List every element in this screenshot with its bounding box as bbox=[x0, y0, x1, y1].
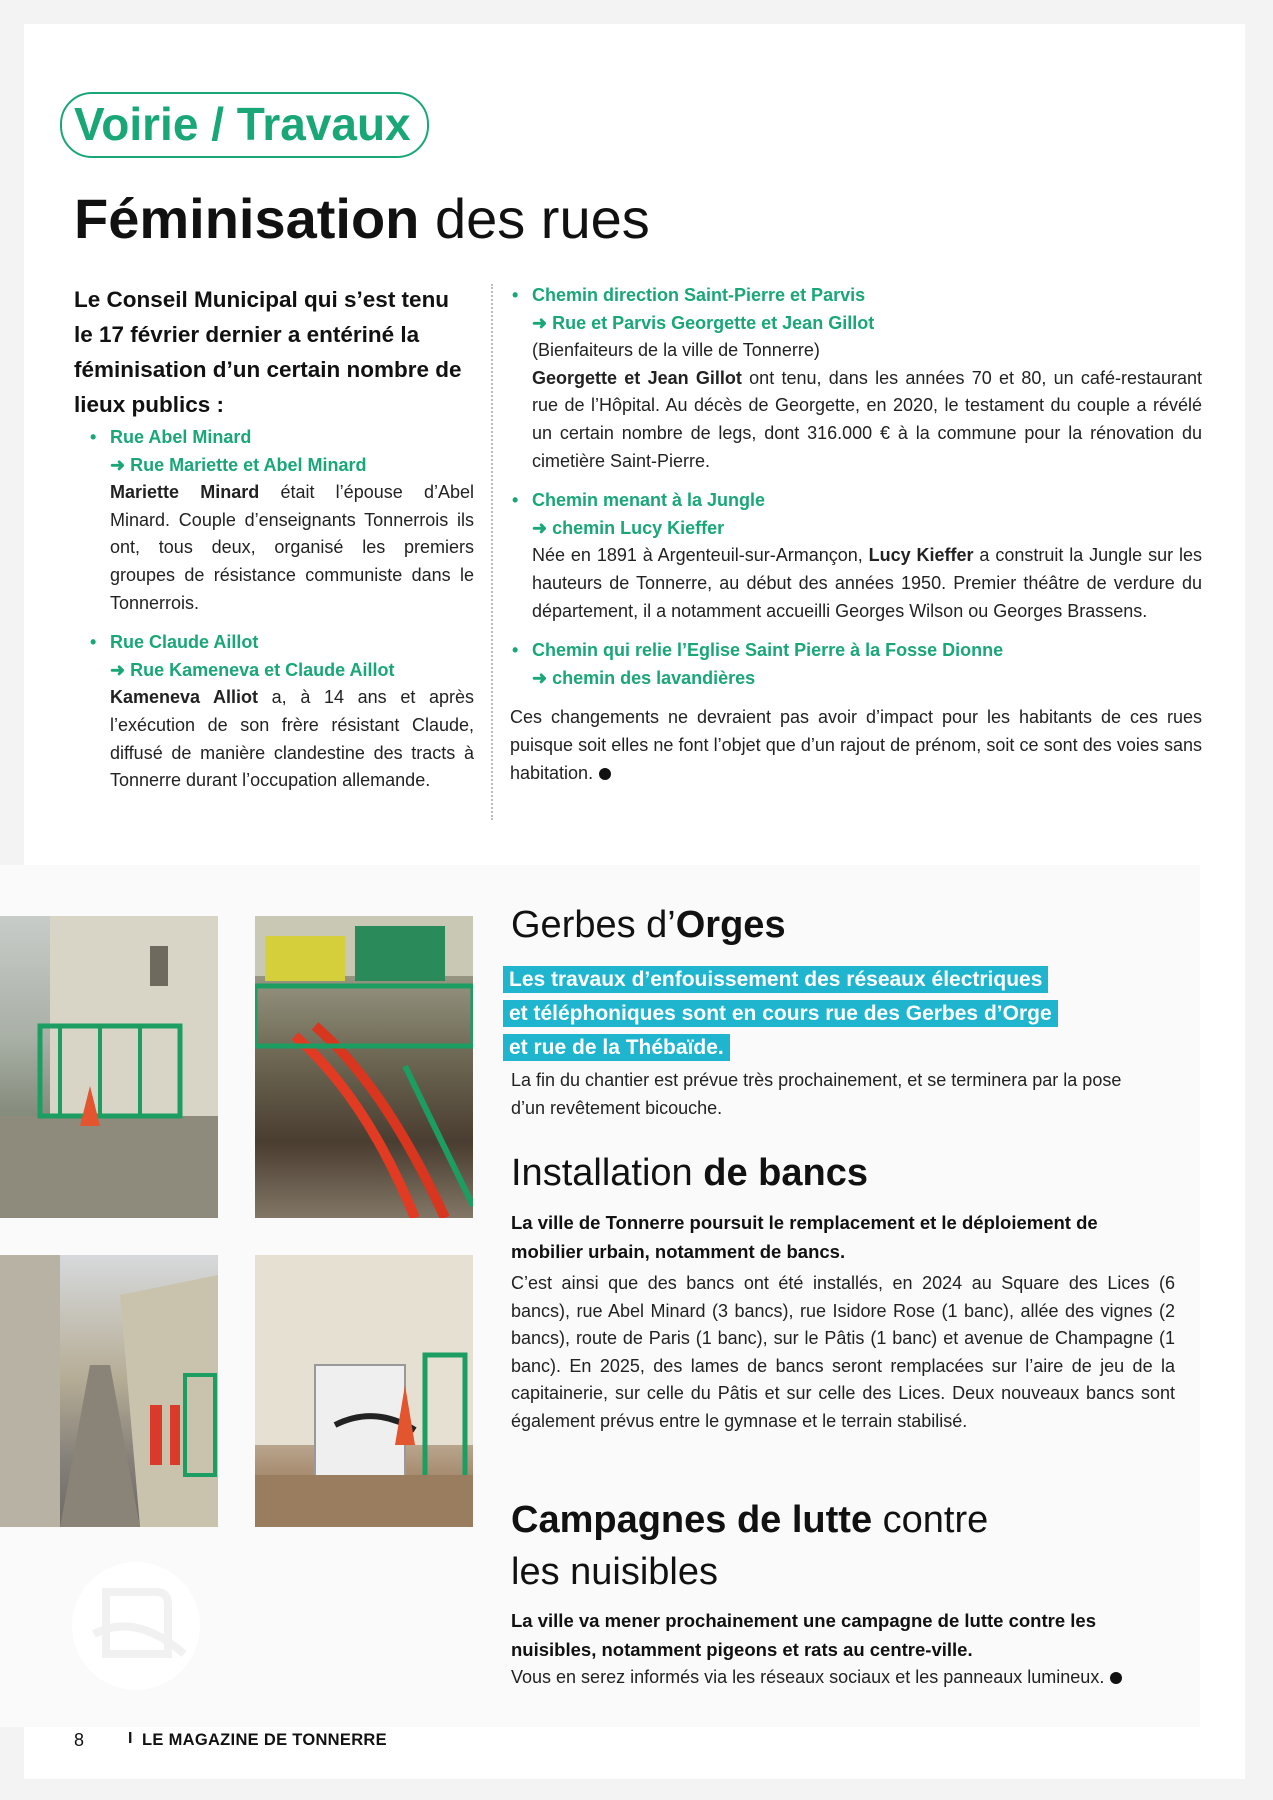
person-name: Kameneva Alliot bbox=[110, 687, 259, 708]
new-street-name: ➜ Rue Kameneva et Claude Aillot bbox=[110, 659, 395, 680]
description-text: Née en 1891 à Argenteuil-sur-Armançon, bbox=[532, 545, 869, 566]
bancs-text: C’est ainsi que des bancs ont été installés, en 2024 au Square des Lices (6 bancs), rue Abel Minard (3 bancs), rue Isidore Rose (1 banc), allée des vignes (2 bancs), route de Paris (1 banc), sur le Pâtis (1 banc) et avenue de Champagne (1 banc). En 2025, des lames de bancs seront remplacées sur l’aire de jeu de la capitainerie, sur celle du Pâtis et sur celle des Lices. Deux nouveaux bancs sont également prévus entre le gymnase et le terrain stabilisé. bbox=[511, 1273, 1175, 1431]
magazine-title: LE MAGAZINE DE TONNERRE bbox=[142, 1731, 387, 1749]
conclusion-body: Ces changements ne devraient pas avoir d’impact pour les habitants de ces rues puisque soit elles ne font l’objet que d’un rajout de prénom, soit ce sont des voies sans habitation. bbox=[510, 707, 1202, 783]
description-text: a, à 14 ans et après l’exécution de son frère résistant Claude, diffusé de manière clandestine des tracts à Tonnerre durant l’occupation allemande. bbox=[110, 687, 474, 791]
photo-illustration bbox=[255, 916, 473, 1218]
bancs-heading bbox=[511, 1152, 868, 1195]
new-street-name: ➜ Rue Mariette et Abel Minard bbox=[110, 454, 367, 475]
street-description bbox=[532, 542, 1202, 625]
photo-narrow-lane bbox=[0, 1255, 218, 1527]
bullet-icon: • bbox=[512, 490, 519, 511]
bullet-icon: • bbox=[90, 427, 97, 447]
page-number: 8 bbox=[74, 1730, 85, 1750]
photo-trench-cables bbox=[255, 916, 473, 1218]
column-divider bbox=[491, 284, 493, 820]
person-name: Georgette et Jean Gillot bbox=[532, 367, 742, 388]
bullet-icon: • bbox=[512, 640, 519, 661]
list-item bbox=[90, 629, 474, 795]
campagnes-body: Vous en serez informés via les réseaux sociaux et les panneaux lumineux. bbox=[511, 1667, 1105, 1687]
photo-illustration bbox=[0, 1255, 218, 1527]
heading-light: Installation bbox=[511, 1152, 704, 1194]
gerbes-highlight bbox=[503, 963, 1123, 1065]
heading-line2: les nuisibles bbox=[511, 1551, 718, 1593]
heading-light: Gerbes d’ bbox=[511, 904, 676, 946]
street-subtitle: (Bienfaiteurs de la ville de Tonnerre) bbox=[532, 340, 820, 361]
heading-bold: Campagnes de lutte bbox=[511, 1499, 873, 1541]
new-street-name: ➜ chemin Lucy Kieffer bbox=[532, 517, 725, 538]
old-street-name: Rue Abel Minard bbox=[110, 427, 252, 447]
old-street-name: Rue Claude Aillot bbox=[110, 632, 259, 653]
title-bold: Féminisation bbox=[74, 187, 420, 250]
photo-utility-box bbox=[255, 1255, 473, 1527]
conclusion-text bbox=[510, 704, 1202, 787]
gerbes-heading bbox=[511, 904, 786, 947]
highlight-line: Les travaux d’enfouissement des réseaux électriques bbox=[503, 966, 1048, 993]
photo-illustration bbox=[255, 1255, 473, 1527]
heading-light: contre bbox=[872, 1499, 989, 1541]
person-name: Mariette Minard bbox=[110, 482, 260, 503]
left-column bbox=[90, 424, 474, 807]
bullet-icon: • bbox=[512, 285, 519, 305]
street-description bbox=[110, 479, 474, 617]
description-text: ont tenu, dans les années 70 et 80, un café-restaurant rue de l’Hôpital. Au décès de Georgette, en 2020, le testament du couple a révélé un certain nombre de legs, dont 316.000 € à la commune pour la rénovation du cimetière Saint-Pierre. bbox=[532, 367, 1202, 471]
person-name: Lucy Kieffer bbox=[868, 545, 974, 566]
description-text: était l’épouse d’Abel Minard. Couple d’enseignants Tonnerrois ils ont, tous deux, organisé les premiers groupes de résistance communiste dans le Tonnerrois. bbox=[110, 482, 474, 613]
town-logo-icon bbox=[72, 1562, 200, 1690]
footer-separator: I bbox=[128, 1730, 133, 1747]
photo-illustration bbox=[0, 916, 218, 1218]
list-item bbox=[512, 637, 1202, 692]
street-description bbox=[110, 684, 474, 794]
highlight-line: et téléphoniques sont en cours rue des Gerbes d’Orge bbox=[503, 1000, 1058, 1027]
title-rest: des rues bbox=[419, 187, 650, 250]
old-street-name: Chemin menant à la Jungle bbox=[532, 490, 766, 511]
description-text: a construit la Jungle sur les hauteurs de Tonnerre, au début des années 1950. Premier théâtre de verdure du département, il a notamment accueilli Georges Wilson ou Georges Brassens. bbox=[532, 545, 1202, 621]
end-dot-icon bbox=[599, 768, 611, 780]
campagnes-lead: La ville va mener prochainement une campagne de lutte contre les nuisibles, notamment pigeons et rats au centre-ville. bbox=[511, 1610, 1096, 1660]
bancs-lead: La ville de Tonnerre poursuit le remplacement et le déploiement de mobilier urbain, notamment de bancs. bbox=[511, 1212, 1098, 1262]
bullet-icon: • bbox=[90, 632, 97, 653]
new-street-name: ➜ Rue et Parvis Georgette et Jean Gillot bbox=[532, 312, 875, 333]
street-description bbox=[532, 365, 1202, 475]
old-street-name: Chemin direction Saint-Pierre et Parvis bbox=[532, 285, 866, 305]
heading-bold: Orges bbox=[675, 904, 786, 946]
end-dot-icon bbox=[1110, 1672, 1122, 1684]
logo-shape bbox=[72, 1562, 200, 1690]
highlight-line: et rue de la Thébaïde. bbox=[503, 1034, 730, 1061]
old-street-name: Chemin qui relie l’Eglise Saint Pierre à la Fosse Dionne bbox=[532, 640, 1004, 661]
list-item bbox=[512, 282, 1202, 475]
list-item bbox=[512, 487, 1202, 625]
section-tag: Voirie / Travaux bbox=[60, 92, 429, 158]
intro-text: Le Conseil Municipal qui s’est tenu le 17 février dernier a entériné la féminisation d’un certain nombre de lieux publics : bbox=[74, 287, 462, 417]
campagnes-heading bbox=[511, 1494, 988, 1598]
new-street-name: ➜ chemin des lavandières bbox=[532, 667, 756, 688]
list-item bbox=[90, 424, 474, 617]
right-column bbox=[512, 282, 1202, 787]
gerbes-text: La fin du chantier est prévue très prochainement, et se terminera par la pose d’un revêtement bicouche. bbox=[511, 1070, 1122, 1118]
campagnes-text bbox=[511, 1664, 1211, 1692]
page-title bbox=[74, 186, 650, 251]
photo-street-barriers bbox=[0, 916, 218, 1218]
heading-bold: de bancs bbox=[703, 1152, 868, 1194]
